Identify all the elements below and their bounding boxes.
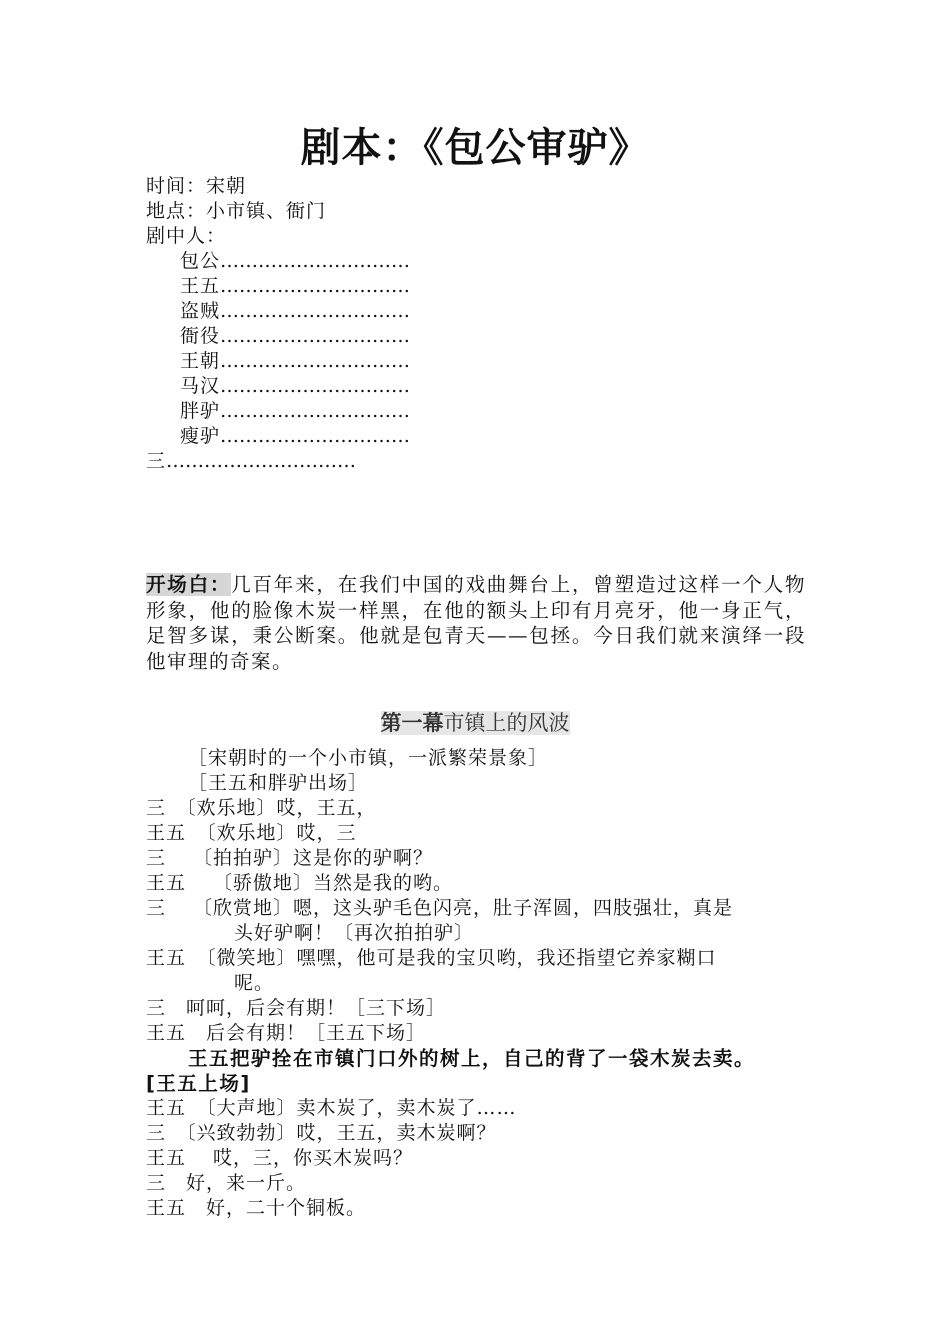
dialogue-continuation: 呢。 xyxy=(234,972,275,994)
stage-direction: ［王五和胖驴出场］ xyxy=(188,772,369,794)
prologue-label: 开场白： xyxy=(146,573,232,596)
dialogue-line: 王五 〔欢乐地〕哎，三 xyxy=(146,822,357,844)
cast-item xyxy=(146,449,356,474)
cast-item xyxy=(180,274,410,299)
cast-dots: ………………………… xyxy=(220,325,411,347)
cast-name: 瘦驴 xyxy=(180,425,221,447)
cast-name: 王五 xyxy=(180,275,221,297)
cast-dots: ………………………… xyxy=(220,275,411,297)
cast-item xyxy=(180,349,410,374)
dialogue-line: 王五 好，二十个铜板。 xyxy=(146,1197,367,1219)
time-line: 时间：宋朝 xyxy=(146,175,247,197)
cast-dots: ………………………… xyxy=(220,350,411,372)
stage-direction: ［宋朝时的一个小市镇，一派繁荣景象］ xyxy=(188,747,549,769)
page-title: 剧本：《包公审驴》 xyxy=(300,125,650,171)
cast-name: 马汉 xyxy=(180,375,221,397)
narration-line: [王五上场] xyxy=(146,1072,251,1095)
narration-line: 王五把驴拴在市镇门口外的树上，自己的背了一袋木炭去卖。 xyxy=(188,1047,756,1070)
act-label: 第一幕 xyxy=(380,711,444,735)
prologue-paragraph xyxy=(146,572,806,674)
dialogue-line: 三 〔欢乐地〕哎，王五， xyxy=(146,797,377,819)
cast-item xyxy=(180,249,410,274)
place-line: 地点：小市镇、衙门 xyxy=(146,200,327,222)
cast-item xyxy=(180,299,410,324)
cast-name: 包公 xyxy=(180,250,221,272)
cast-name: 王朝 xyxy=(180,350,221,372)
act-heading xyxy=(0,708,950,738)
cast-item xyxy=(180,374,410,399)
dialogue-line: 王五 〔微笑地〕嘿嘿，他可是我的宝贝哟，我还指望它养家糊口 xyxy=(146,947,717,969)
cast-dots: ………………………… xyxy=(220,250,411,272)
prologue-text: 几百年来，在我们中国的戏曲舞台上，曾塑造过这样一个人物形象，他的脸像木炭一样黑，在他的额头上印有月亮牙，他一身正气，足智多谋，秉公断案。他就是包青天——包拯。今日我们就来演绎一段他审理的奇案。 xyxy=(146,573,806,673)
dialogue-line: 三 呵呵，后会有期！［三下场］ xyxy=(146,997,447,1019)
cast-dots: ………………………… xyxy=(166,450,357,472)
dialogue-line: 三 〔拍拍驴〕这是你的驴啊？ xyxy=(146,847,434,869)
act-title: 市镇上的风波 xyxy=(443,711,570,735)
cast-item xyxy=(180,399,410,424)
dialogue-line: 王五 哎，三，你买木炭吗？ xyxy=(146,1147,414,1169)
dialogue-line: 三 〔欣赏地〕嗯，这头驴毛色闪亮，肚子浑圆，四肢强壮，真是 xyxy=(146,897,734,919)
cast-item xyxy=(180,324,410,349)
cast-item xyxy=(180,424,410,449)
cast-name: 胖驴 xyxy=(180,400,221,422)
dialogue-line: 王五 后会有期！［王五下场］ xyxy=(146,1022,427,1044)
cast-name: 盗贼 xyxy=(180,300,221,322)
dialogue-line: 王五 〔大声地〕卖木炭了，卖木炭了…… xyxy=(146,1097,517,1119)
cast-name: 三 xyxy=(146,450,167,472)
cast-dots: ………………………… xyxy=(220,375,411,397)
cast-dots: ………………………… xyxy=(220,300,411,322)
dialogue-line: 三 好，来一斤。 xyxy=(146,1172,307,1194)
cast-label: 剧中人： xyxy=(146,225,227,247)
cast-name: 衙役 xyxy=(180,325,221,347)
cast-dots: ………………………… xyxy=(220,425,411,447)
dialogue-line: 王五 〔骄傲地〕当然是我的哟。 xyxy=(146,872,454,894)
dialogue-line: 三 〔兴致勃勃〕哎，王五，卖木炭啊？ xyxy=(146,1122,497,1144)
cast-dots: ………………………… xyxy=(220,400,411,422)
dialogue-continuation: 头好驴啊！〔再次拍拍驴〕 xyxy=(234,922,475,944)
